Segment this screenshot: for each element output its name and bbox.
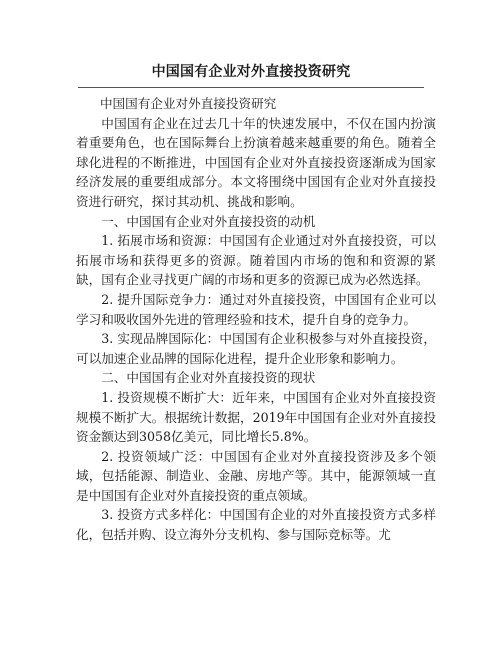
- paragraph-status-2: 2. 投资领域广泛：中国国有企业对外直接投资涉及多个领域，包括能源、制造业、金融、房地产等。其中，能源领域一直是中国国有企业对外直接投资的重点领域。: [76, 448, 436, 503]
- document-title: 中国国有企业对外直接投资研究: [151, 64, 351, 80]
- paragraph-heading-repeat: 中国国有企业对外直接投资研究: [99, 96, 277, 111]
- title-divider: [78, 87, 424, 88]
- paragraph-motive-3: 3. 实现品牌国际化：中国国有企业积极参与对外直接投资，可以加速企业品牌的国际化进程，提升企业形象和影响力。: [76, 331, 436, 366]
- document-body: [76, 94, 436, 545]
- section-heading-status: 二、中国国有企业对外直接投资的现状: [101, 370, 316, 386]
- paragraph-status-3: 3. 投资方式多样化：中国国有企业的对外直接投资方式多样化，包括并购、设立海外分支机构、参与国际竞标等。尤: [76, 507, 436, 543]
- paragraph-status-1: 1. 投资规模不断扩大：近年来，中国国有企业对外直接投资规模不断扩大。根据统计数据，2019年中国国有企业对外直接投资金额达到3058亿美元，同比增长5.8%。: [76, 389, 436, 445]
- paragraph-intro: 中国国有企业在过去几十年的快速发展中，不仅在国内扮演着重要角色，也在国际舞台上扮演着越来越重要的角色。随着全球化进程的不断推进，中国国有企业对外直接投资逐渐成为国家经济发展的重要组成部分。本文将围绕中国国有企业对外直接投资进行研究，探讨其动机、挑战和影响。: [76, 115, 436, 209]
- paragraph-motive-1: 1. 拓展市场和资源：中国国有企业通过对外直接投资，可以拓展市场和获得更多的资源。随着国内市场的饱和和资源的紧缺，国有企业寻找更广阔的市场和更多的资源已成为必然选择。: [76, 233, 436, 288]
- paragraph-motive-2: 2. 提升国际竞争力：通过对外直接投资，中国国有企业可以学习和吸收国外先进的管理经验和技术，提升自身的竞争力。: [76, 291, 436, 327]
- section-heading-motives: 一、中国国有企业对外直接投资的动机: [101, 213, 316, 229]
